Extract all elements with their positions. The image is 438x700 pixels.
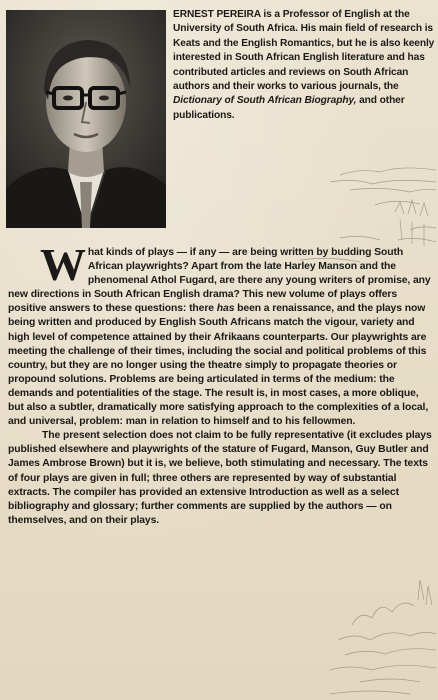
paragraph-1-part-1: hat kinds of plays — if any — are being written by budding South African playwrights? Apart from the late Harley Manson and the phenomenal Athol Fugard, are there any young writers of promise, any new directions in South African English drama? This new volume of plays offers positive answers to these questions: there: [8, 247, 431, 315]
bio-journal-title: Dictionary of South African Biography,: [173, 95, 357, 107]
bio-text-part-2: and other publications.: [173, 95, 405, 121]
author-bio: [173, 8, 435, 123]
author-name: ERNEST PEREIRA: [173, 9, 261, 20]
blurb-body: [8, 239, 432, 528]
paragraph-1-emphasis: has: [216, 303, 235, 315]
blurb-paragraph-1: [8, 239, 432, 429]
drop-cap: W: [40, 239, 86, 290]
paragraph-1-part-2: been a renaissance, and the plays now being written and produced by English South Africans match the vigour, variety and high level of competence attained by their Afrikaans counterparts. Our playwrights are meeting the challenge of their times, including the social and political problems of this country, but they are no longer using the theatre simply to propagate theories or propound solutions. Problems are being articulated in terms of the medium: the demands and potentialities of the stage. The result is, in most cases, a more oblique, but also a subtler, dramatically more satisfying approach to the complexities of a local, and universal, problem: man in relation to himself and to his fellowmen.: [8, 303, 429, 428]
bio-text-part-1: is a Professor of English at the University of South Africa. His main field of research is Keats and the English Romantics, but he is also keenly interested in South African English literature and has contributed articles and reviews on South African authors and their works to various journals, the: [173, 9, 435, 93]
author-photo: [6, 10, 166, 228]
blurb-paragraph-2: The present selection does not claim to be fully representative (it excludes plays published elsewhere and playwrights of the stature of Fugard, Manson, Guy Butler and James Ambrose Brown) but it is, we believe, both stimulating and necessary. The texts of four plays are given in full; three others are represented by way of substantial extracts. The compiler has provided an extensive Introduction as well as a select bibliography and glossary; further comments are supplied by the authors — on themselves, and on their plays.: [8, 430, 432, 526]
